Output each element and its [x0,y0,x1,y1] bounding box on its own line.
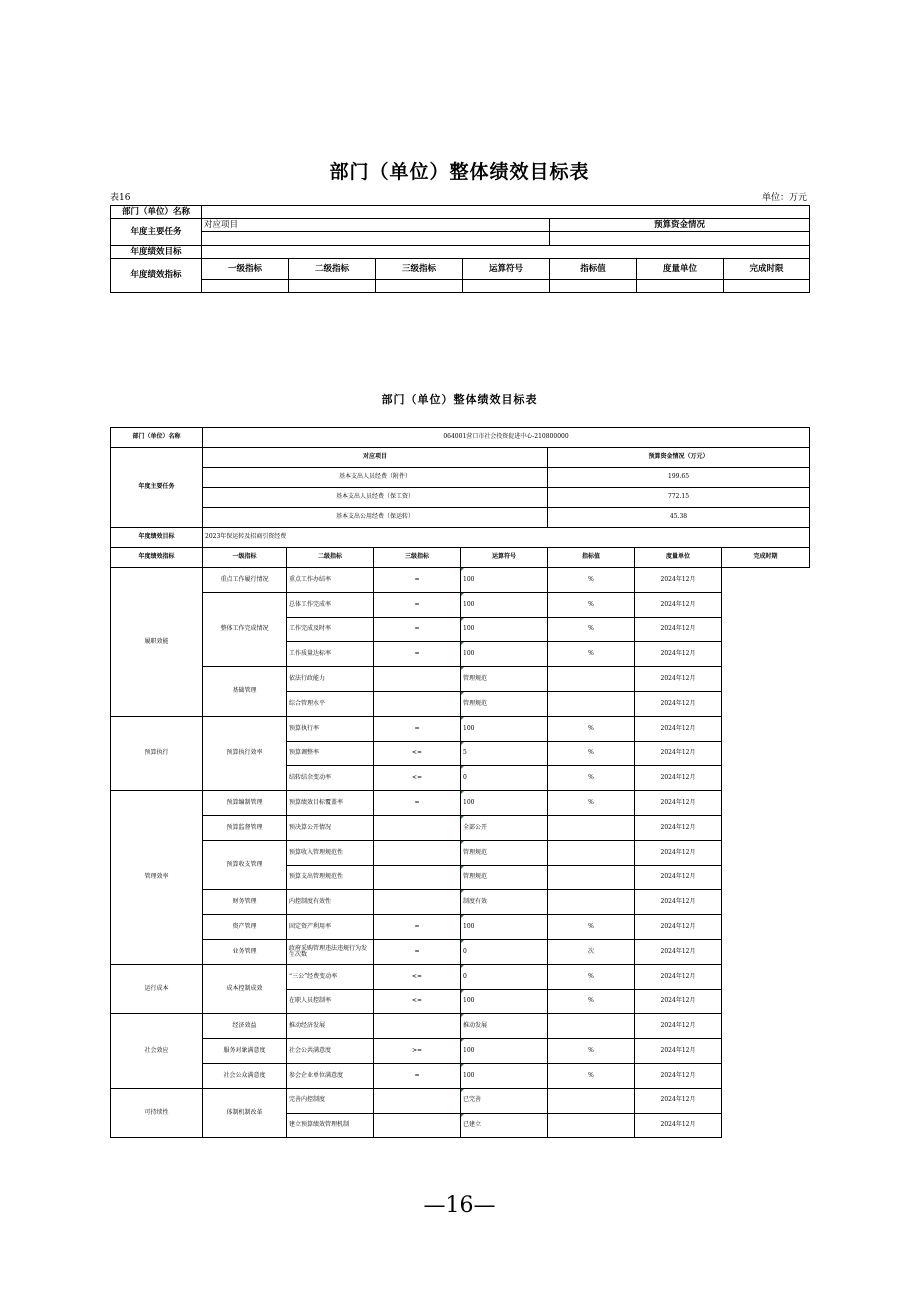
level3-indicator: 工作质量达标率 [287,642,374,667]
level3-indicator: 工作完成及时率 [287,617,374,642]
header-unit: 度量单位 [637,259,724,280]
header-operator: 运算符号 [461,548,548,568]
goal-cell[interactable] [202,246,810,259]
operator-cell [374,815,461,840]
level2-indicator: 整体工作完成情况 [203,592,287,666]
unit-cell: % [548,592,635,617]
level1-indicator: 可持续性 [111,1088,203,1138]
table-row [111,964,810,989]
project-header: 对应项目 [202,219,550,232]
deadline-cell: 2024年12月 [635,741,722,766]
indicator-value: 制度有效 [461,890,548,915]
deadline-cell: 2024年12月 [635,1113,722,1138]
deadline-cell: 2024年12月 [635,815,722,840]
level3-indicator: “三公”经费变动率 [287,964,374,989]
operator-cell: <= [374,964,461,989]
form2-table [110,427,810,1138]
header-level1: 一级指标 [202,259,289,280]
deadline-cell: 2024年12月 [635,939,722,964]
indicator-value: 100 [461,915,548,940]
deadline-cell: 2024年12月 [635,766,722,791]
level3-indicator: 重点工作办结率 [287,568,374,593]
level3-indicator: 政府采购管理违法违规行为发生次数 [287,939,374,964]
dept-name-label: 部门（单位）名称 [111,206,202,219]
header-level2: 二级指标 [289,259,376,280]
header-deadline: 完成时期 [722,548,810,568]
header-level1: 一级指标 [203,548,287,568]
indicator-value: 管理规范 [461,691,548,716]
level2-indicator: 预算收支管理 [203,840,287,890]
blank-cell[interactable] [376,280,463,293]
operator-cell: = [374,939,461,964]
indicator-value: 管理规范 [461,667,548,692]
blank-cell[interactable] [202,280,289,293]
unit-cell: % [548,716,635,741]
operator-cell: = [374,915,461,940]
form1-title: 部门（单位）整体绩效目标表 [329,161,590,183]
dept-name-value[interactable] [202,206,810,219]
unit-cell: % [548,1039,635,1064]
table-row [111,791,810,816]
operator-cell: = [374,568,461,593]
table-row [111,716,810,741]
level2-indicator: 资产管理 [203,915,287,940]
operator-cell [374,890,461,915]
form1-table [110,205,810,293]
table-row [111,1014,810,1039]
unit-cell [548,1088,635,1113]
indicator-value: 全部公开 [461,815,548,840]
tasks-label: 年度主要任务 [111,448,203,528]
table-row [111,815,810,840]
indicator-value: 推动发展 [461,1014,548,1039]
unit-cell [548,815,635,840]
task-amount: 772.15 [548,488,810,508]
unit-cell [548,840,635,865]
deadline-cell: 2024年12月 [635,642,722,667]
indicator-value: 100 [461,642,548,667]
table-row [111,1088,810,1113]
level3-indicator: 预算收入管理规范性 [287,840,374,865]
indicator-value: 100 [461,791,548,816]
table-row [111,840,810,865]
level2-indicator: 业务管理 [203,939,287,964]
project-header: 对应项目 [203,448,548,468]
dept-name-value: 064001营口市社会投资促进中心-210800000 [203,428,810,448]
operator-cell: = [374,617,461,642]
indicator-value: 100 [461,989,548,1014]
level2-indicator: 基础管理 [203,667,287,717]
level1-indicator: 社会效应 [111,1014,203,1088]
indicator-value: 100 [461,568,548,593]
level2-indicator: 体制机制改革 [203,1088,287,1138]
unit-cell: % [548,617,635,642]
table-row [111,939,810,964]
unit-cell [548,865,635,890]
operator-cell: = [374,716,461,741]
operator-cell: <= [374,989,461,1014]
tasks-label: 年度主要任务 [111,219,202,246]
indicators-label: 年度绩效指标 [111,259,202,293]
unit-cell [548,667,635,692]
level3-indicator: 预算执行率 [287,716,374,741]
page-number: —16— [423,1193,496,1218]
deadline-cell: 2024年12月 [635,667,722,692]
indicator-value: 100 [461,716,548,741]
task-amount: 199.65 [548,468,810,488]
level3-indicator: 预决算公开情况 [287,815,374,840]
deadline-cell: 2024年12月 [635,989,722,1014]
level3-indicator: 参会企业单位满意度 [287,1063,374,1088]
level2-indicator: 重点工作履行情况 [203,568,287,593]
level3-indicator: 预算支出管理规范性 [287,865,374,890]
indicators-label: 年度绩效指标 [111,548,203,568]
budget-header: 预算资金情况 [550,219,810,232]
operator-cell [374,865,461,890]
unit-cell [548,691,635,716]
level2-indicator: 服务对象满意度 [203,1039,287,1064]
budget-cell[interactable] [550,232,810,246]
task-project: 基本支出人员经费（保工资） [203,488,548,508]
level3-indicator: 建立预算绩效管理机制 [287,1113,374,1138]
unit-cell: % [548,791,635,816]
level2-indicator: 社会公众满意度 [203,1063,287,1088]
table-row [111,568,810,593]
level2-indicator: 成本控制成效 [203,964,287,1014]
header-operator: 运算符号 [463,259,550,280]
indicator-value: 管理规范 [461,865,548,890]
deadline-cell: 2024年12月 [635,1039,722,1064]
indicator-value: 已完善 [461,1088,548,1113]
indicator-value: 0 [461,964,548,989]
project-cell[interactable] [202,232,550,246]
deadline-cell: 2024年12月 [635,791,722,816]
level3-indicator: 社会公共满意度 [287,1039,374,1064]
operator-cell [374,1088,461,1113]
level3-indicator: 完善内控制度 [287,1088,374,1113]
level3-indicator: 固定资产利用率 [287,915,374,940]
level3-indicator: 结转结余变动率 [287,766,374,791]
indicator-value: 100 [461,1063,548,1088]
indicator-value: 100 [461,1039,548,1064]
unit-cell: % [548,568,635,593]
level3-indicator: 推动经济发展 [287,1014,374,1039]
header-value: 指标值 [550,259,637,280]
deadline-cell: 2024年12月 [635,915,722,940]
blank-cell[interactable] [463,280,550,293]
operator-cell: <= [374,741,461,766]
unit-cell [548,1113,635,1138]
unit-cell [548,890,635,915]
header-level3: 三级指标 [376,259,463,280]
level3-indicator: 预算绩效目标覆盖率 [287,791,374,816]
unit-cell: % [548,989,635,1014]
level3-indicator: 综合管理水平 [287,691,374,716]
operator-cell: = [374,791,461,816]
task-project: 基本支出人员经费（附件） [203,468,548,488]
indicator-value: 5 [461,741,548,766]
unit-cell: 次 [548,939,635,964]
table-row [111,915,810,940]
indicator-value: 已建立 [461,1113,548,1138]
deadline-cell: 2024年12月 [635,568,722,593]
dept-name-label: 部门（单位）名称 [111,428,203,448]
level2-indicator: 经济效益 [203,1014,287,1039]
level3-indicator: 总体工作完成率 [287,592,374,617]
operator-cell: >= [374,1039,461,1064]
header-level3: 三级指标 [374,548,461,568]
deadline-cell: 2024年12月 [635,1014,722,1039]
header-unit: 度量单位 [635,548,722,568]
level2-indicator: 预算执行效率 [203,716,287,790]
goal-value: 2023年保运转及招商引资经费 [203,528,810,548]
level1-indicator: 运行成本 [111,964,203,1014]
deadline-cell: 2024年12月 [635,865,722,890]
blank-cell[interactable] [289,280,376,293]
operator-cell [374,667,461,692]
operator-cell: = [374,1063,461,1088]
unit-label: 单位：万元 [761,193,807,203]
blank-cell[interactable] [550,280,637,293]
operator-cell: = [374,642,461,667]
level3-indicator: 依法行政能力 [287,667,374,692]
level3-indicator: 内控制度有效性 [287,890,374,915]
table-row [111,1063,810,1088]
unit-cell: % [548,1063,635,1088]
operator-cell: = [374,592,461,617]
task-amount: 45.38 [548,508,810,528]
deadline-cell: 2024年12月 [635,716,722,741]
indicator-value: 管理规范 [461,840,548,865]
unit-cell [548,1014,635,1039]
budget-header: 预算资金情况（万元） [548,448,810,468]
indicator-value: 0 [461,766,548,791]
level1-indicator: 预算执行 [111,716,203,790]
level1-indicator: 管理效率 [111,791,203,965]
table-row [111,890,810,915]
level2-indicator: 预算监督管理 [203,815,287,840]
table-row [111,667,810,692]
header-deadline: 完成时限 [724,259,810,280]
task-project: 基本支出公用经费（保运转） [203,508,548,528]
level3-indicator: 预算调整率 [287,741,374,766]
unit-cell: % [548,642,635,667]
goal-label: 年度绩效目标 [111,246,202,259]
blank-cell[interactable] [724,280,810,293]
table-number: 表16 [110,193,131,203]
deadline-cell: 2024年12月 [635,617,722,642]
deadline-cell: 2024年12月 [635,964,722,989]
deadline-cell: 2024年12月 [635,840,722,865]
header-value: 指标值 [548,548,635,568]
blank-cell[interactable] [637,280,724,293]
operator-cell [374,840,461,865]
deadline-cell: 2024年12月 [635,691,722,716]
goal-label: 年度绩效目标 [111,528,203,548]
unit-cell: % [548,915,635,940]
deadline-cell: 2024年12月 [635,1088,722,1113]
indicator-value: 0 [461,939,548,964]
operator-cell [374,1014,461,1039]
level2-indicator: 预算编制管理 [203,791,287,816]
operator-cell [374,1113,461,1138]
header-level2: 二级指标 [287,548,374,568]
deadline-cell: 2024年12月 [635,1063,722,1088]
indicator-value: 100 [461,617,548,642]
deadline-cell: 2024年12月 [635,890,722,915]
unit-cell: % [548,741,635,766]
table-row [111,1039,810,1064]
form2-title: 部门（单位）整体绩效目标表 [381,393,538,406]
operator-cell [374,691,461,716]
level3-indicator: 在职人员控制率 [287,989,374,1014]
unit-cell: % [548,766,635,791]
operator-cell: <= [374,766,461,791]
deadline-cell: 2024年12月 [635,592,722,617]
level2-indicator: 财务管理 [203,890,287,915]
level1-indicator: 履职效能 [111,568,203,717]
indicator-value: 100 [461,592,548,617]
table-row [111,592,810,617]
unit-cell: % [548,964,635,989]
